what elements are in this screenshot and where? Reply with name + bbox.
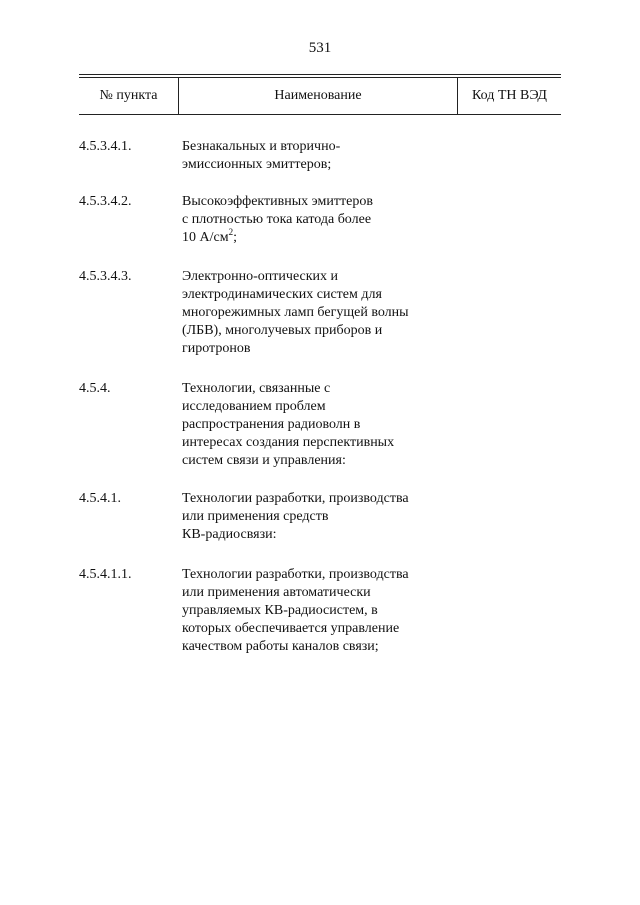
row-number: 4.5.3.4.3. [79, 269, 132, 284]
row-name [182, 193, 462, 247]
row-number: 4.5.4. [79, 381, 111, 396]
row-name-line: электродинамических систем для [182, 287, 382, 302]
table-header [79, 74, 561, 115]
row-name-text: 10 А/см [182, 230, 229, 245]
row-name-line: исследованием проблем [182, 399, 326, 414]
row-name-line [182, 229, 462, 247]
header-bottom-rule [79, 114, 561, 115]
header-top-rule [79, 74, 561, 75]
row-name [182, 490, 462, 544]
header-number-column: № пункта [99, 88, 158, 103]
row-name-line: интересах создания перспективных [182, 435, 395, 450]
row-name-line: (ЛБВ), многолучевых приборов и [182, 323, 383, 338]
row-name-line: многорежимных ламп бегущей волны [182, 305, 409, 320]
row-name [182, 138, 462, 174]
row-name-line: или применения автоматически [182, 585, 371, 600]
row-name-text: ; [233, 230, 237, 245]
row-name-line: Технологии разработки, производства [182, 491, 409, 506]
superscript: 2 [228, 227, 234, 237]
page-number: 531 [308, 40, 332, 56]
row-number: 4.5.4.1.1. [79, 567, 132, 582]
row-name-line: Технологии, связанные с [182, 381, 331, 396]
row-name-line: систем связи и управления: [182, 453, 346, 468]
row-name-line: которых обеспечивается управление [182, 621, 400, 636]
row-name [182, 566, 462, 656]
row-name-line: Высокоэффективных эмиттеров [182, 194, 373, 209]
row-name-line: гиротронов [182, 341, 251, 356]
row-number: 4.5.3.4.2. [79, 194, 132, 209]
header-code-column: Код ТН ВЭД [472, 88, 547, 103]
row-name-line: или применения средств [182, 509, 329, 524]
row-number: 4.5.3.4.1. [79, 139, 132, 154]
row-name [182, 268, 462, 358]
row-name-line: с плотностью тока катода более [182, 212, 372, 227]
row-name-line: качеством работы каналов связи; [182, 639, 379, 654]
header-top-rule-inner [79, 77, 561, 78]
row-name-line: распространения радиоволн в [182, 417, 361, 432]
row-name-line: Безнакальных и вторично- [182, 139, 341, 154]
row-name-line: управляемых КВ-радиосистем, в [182, 603, 378, 618]
row-name [182, 380, 462, 470]
row-number: 4.5.4.1. [79, 491, 121, 506]
row-name-line: КВ-радиосвязи: [182, 527, 277, 542]
row-name-line: Электронно-оптических и [182, 269, 339, 284]
row-name-line: эмиссионных эмиттеров; [182, 157, 332, 172]
header-name-column: Наименование [274, 88, 362, 103]
row-name-line: Технологии разработки, производства [182, 567, 409, 582]
